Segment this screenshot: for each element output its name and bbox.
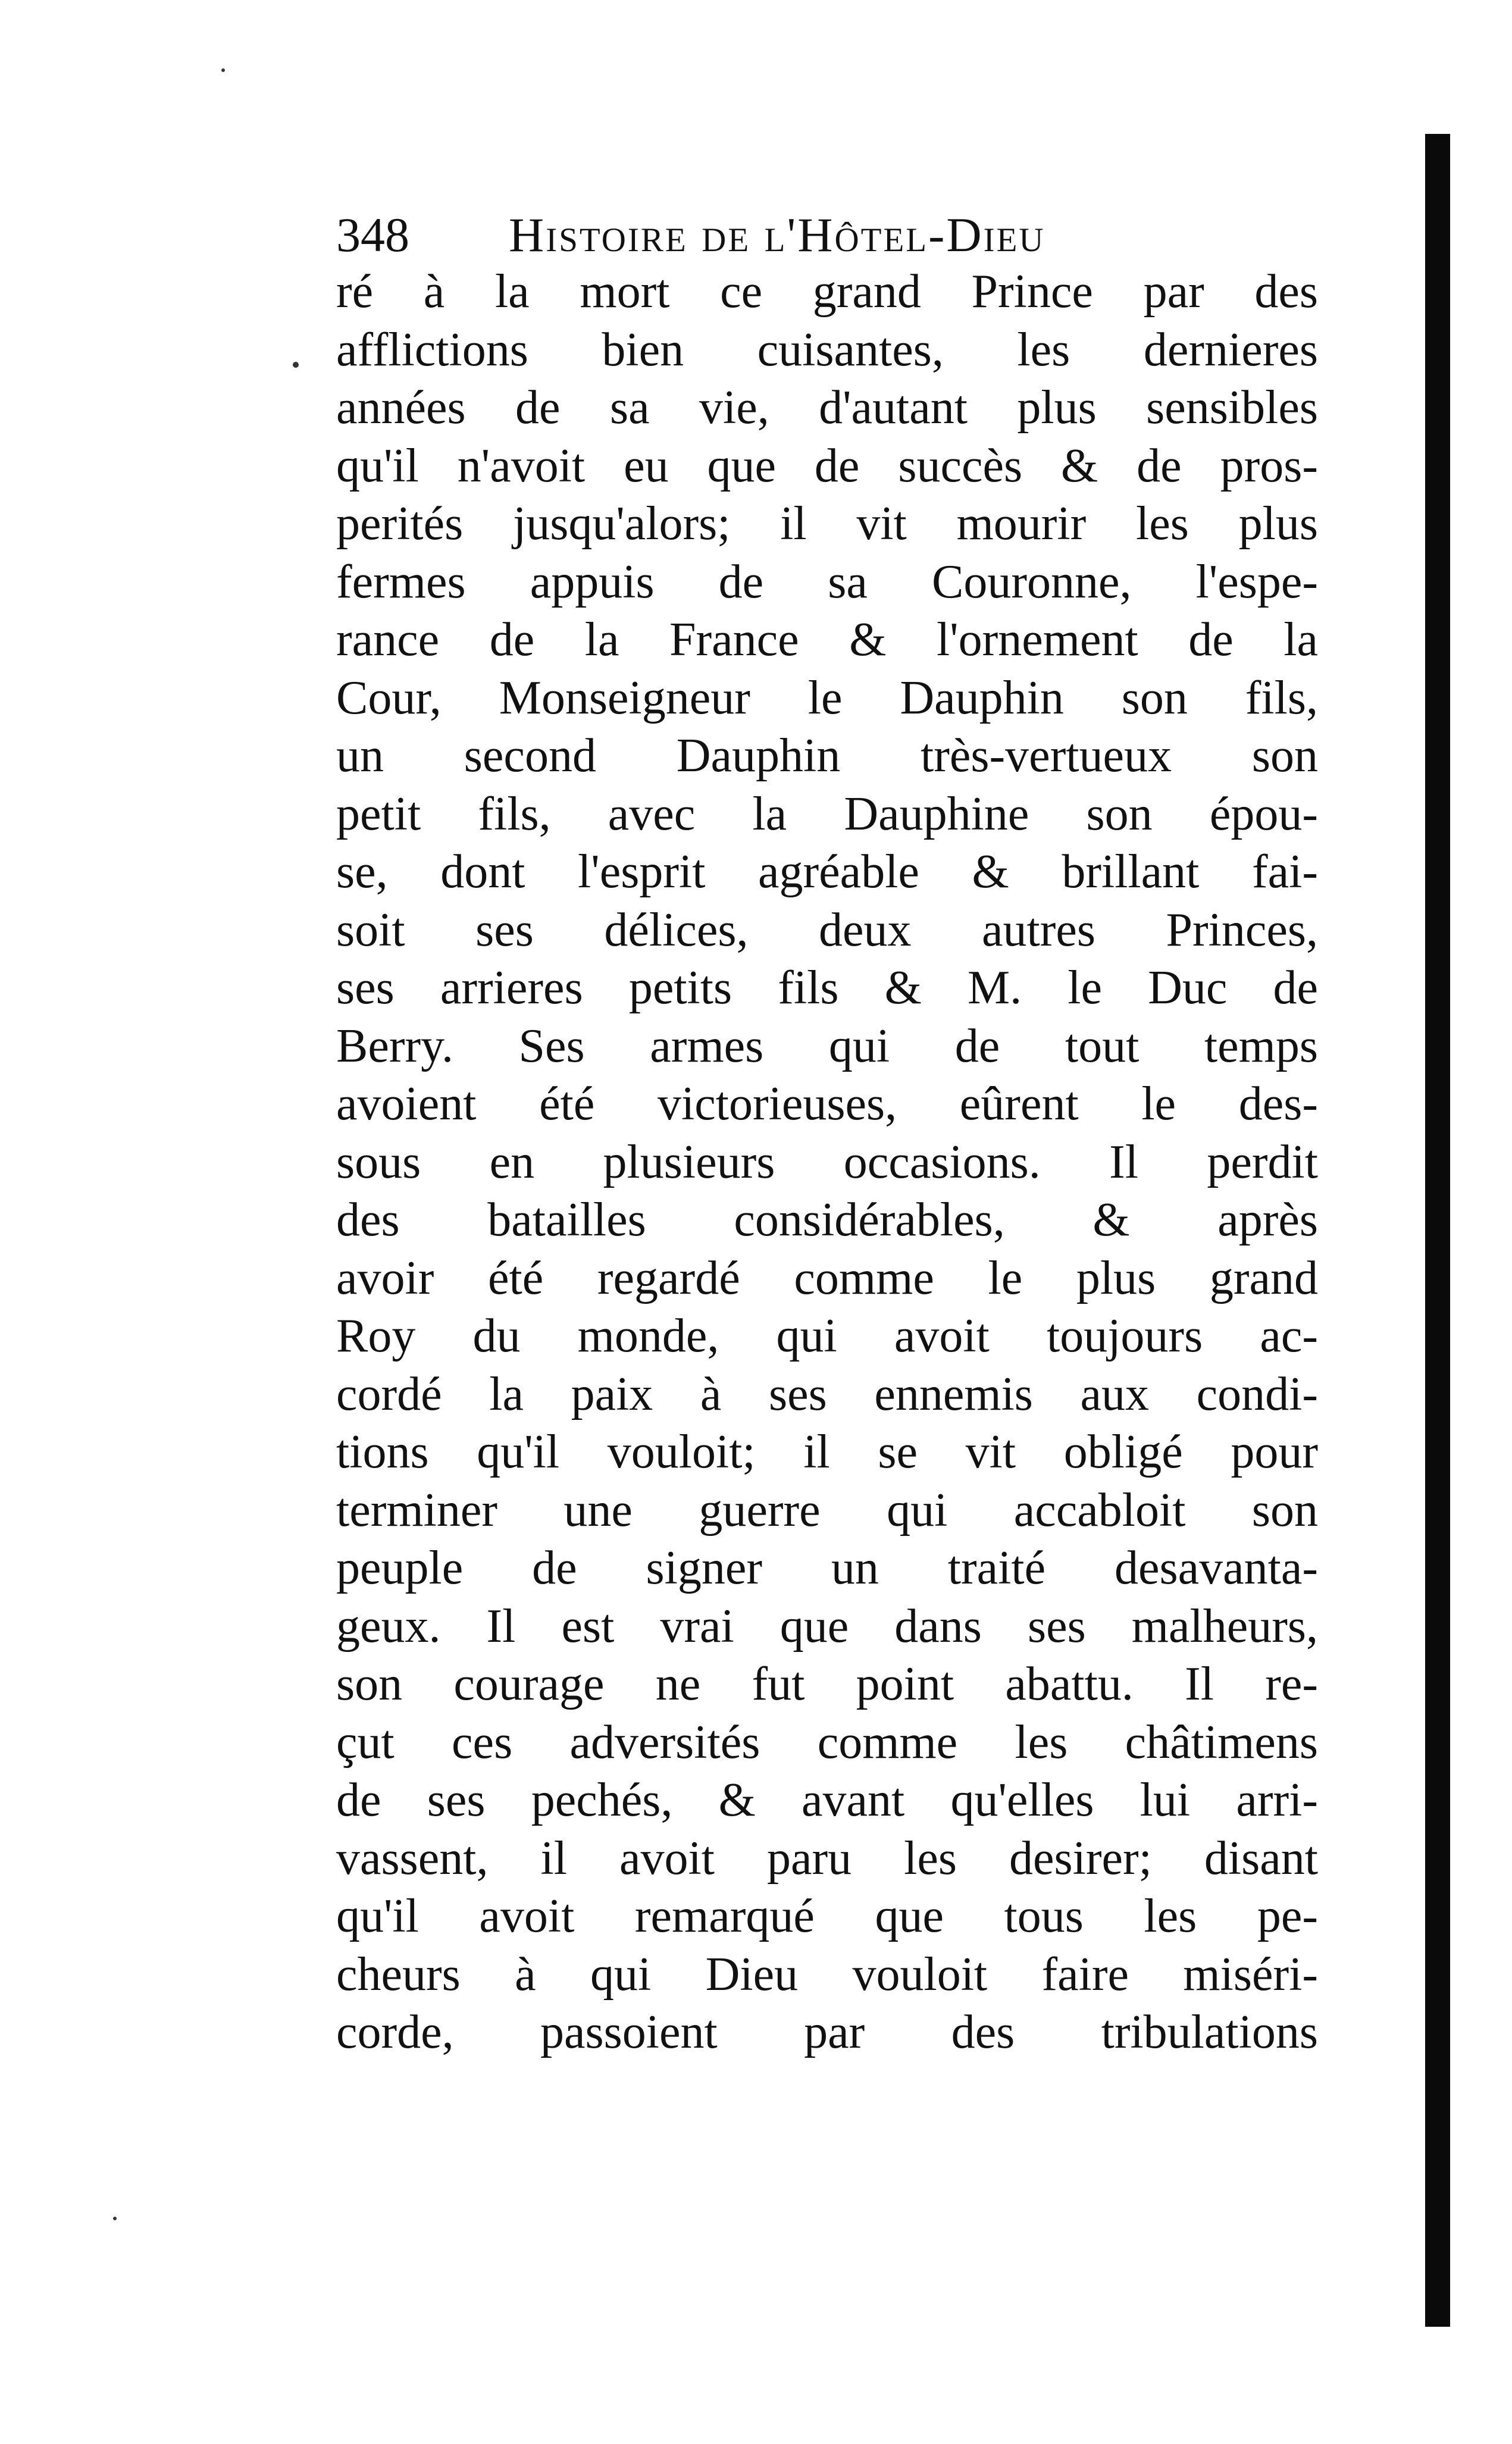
text-line: ses arrieres petits fils & M. le Duc de [336, 962, 1318, 1014]
text-line: rance de la France & l'ornement de la [336, 614, 1318, 666]
text-line: cordé la paix à ses ennemis aux condi- [336, 1367, 1318, 1420]
text-line: ré à la mort ce grand Prince par des [336, 265, 1318, 318]
text-line: avoir été regardé comme le plus grand [336, 1251, 1318, 1304]
page-number: 348 [336, 208, 409, 262]
text-line: petit fils, avec la Dauphine son épou- [336, 787, 1318, 840]
ink-speck [221, 68, 225, 72]
text-line: Cour, Monseigneur le Dauphin son fils, [336, 671, 1318, 724]
text-line: un second Dauphin très-vertueux son [336, 730, 1318, 782]
running-head: Histoire de l'Hôtel-Dieu [509, 208, 1045, 262]
text-line: çut ces adversités comme les châtimens [336, 1716, 1318, 1769]
binding-edge [1425, 134, 1450, 2327]
text-line: terminer une guerre qui accabloit son [336, 1484, 1318, 1537]
text-line: cheurs à qui Dieu vouloit faire miséri- [336, 1948, 1318, 2001]
text-line: Berry. Ses armes qui de tout temps [336, 1019, 1318, 1072]
text-line: qu'il n'avoit eu que de succès & de pros- [336, 439, 1318, 492]
ink-speck [293, 362, 299, 368]
text-line: corde, passoient par des tribulations [336, 2006, 1318, 2058]
text-line: vassent, il avoit paru les desirer; disant [336, 1832, 1318, 1885]
text-line: des batailles considérables, & après [336, 1194, 1318, 1246]
ink-speck [113, 2217, 117, 2220]
text-line: se, dont l'esprit agréable & brillant fai- [336, 846, 1318, 898]
text-line: fermes appuis de sa Couronne, l'espe- [336, 555, 1318, 608]
text-line: soit ses délices, deux autres Princes, [336, 903, 1318, 956]
text-line: qu'il avoit remarqué que tous les pe- [336, 1890, 1318, 1942]
text-line: peuple de signer un traité desavanta- [336, 1542, 1318, 1594]
text-line: avoient été victorieuses, eûrent le des- [336, 1078, 1318, 1130]
text-line: tions qu'il vouloit; il se vit obligé pour [336, 1426, 1318, 1478]
text-line: son courage ne fut point abattu. Il re- [336, 1658, 1318, 1710]
text-line: afflictions bien cuisantes, les dernieres [336, 323, 1318, 376]
text-line: de ses pechés, & avant qu'elles lui arri- [336, 1774, 1318, 1826]
text-line: geux. Il est vrai que dans ses malheurs, [336, 1600, 1318, 1653]
text-line: Roy du monde, qui avoit toujours ac- [336, 1310, 1318, 1362]
body-text [336, 263, 1318, 2062]
text-line: perités jusqu'alors; il vit mourir les plus [336, 497, 1318, 550]
text-line: années de sa vie, d'autant plus sensibles [336, 381, 1318, 434]
text-line: sous en plusieurs occasions. Il perdit [336, 1135, 1318, 1188]
page-header [336, 196, 1318, 274]
